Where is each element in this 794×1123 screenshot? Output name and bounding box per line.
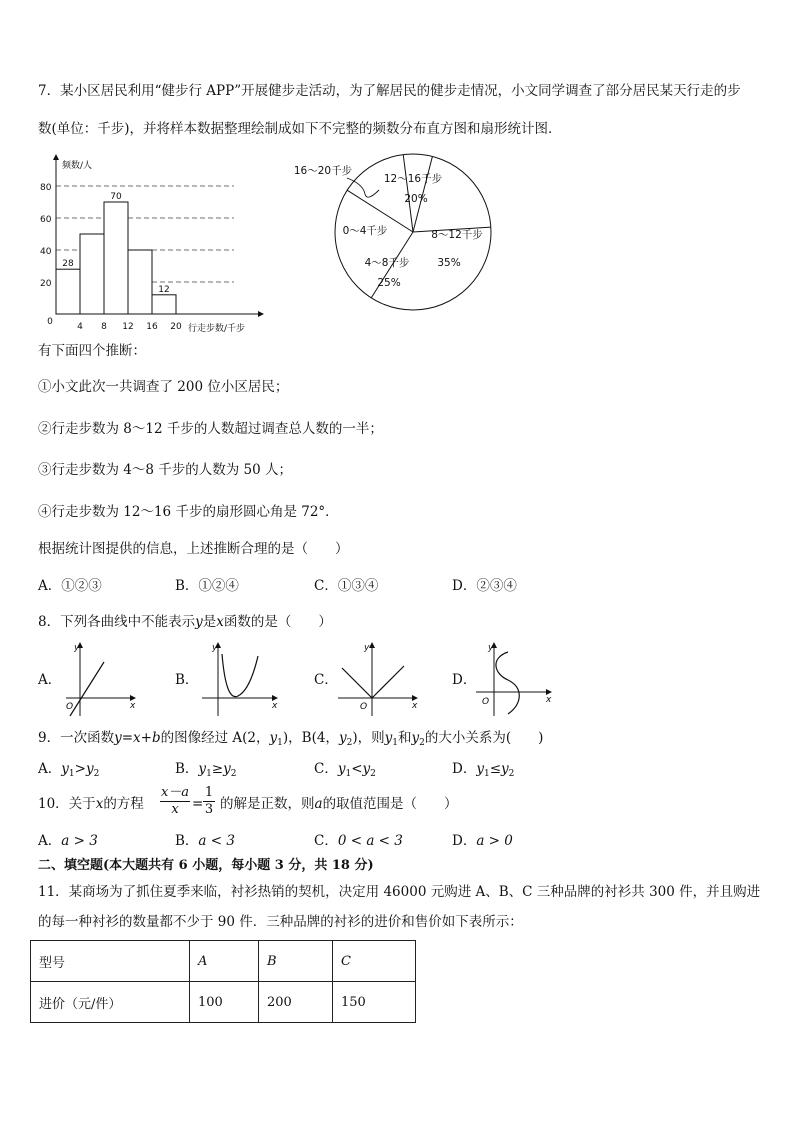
table-header-cell: B — [259, 941, 333, 982]
histogram-bar — [104, 202, 128, 314]
pie-slice-percent: 20% — [404, 193, 428, 205]
table-header-cell: C — [333, 941, 416, 982]
q7-claim-2: ②行走步数为 8～12 千步的人数超过调查总人数的一半； — [38, 421, 383, 437]
bar-data-label: 70 — [110, 192, 122, 202]
table-cell: 200 — [259, 982, 333, 1023]
q10-option-d[interactable]: D．a > 0 — [452, 833, 513, 849]
histogram-bar — [56, 269, 80, 314]
axis-y-label: y — [212, 643, 218, 653]
x-tick-label: 12 — [122, 322, 134, 332]
q10-option-c[interactable]: C．0 < a < 3 — [314, 833, 403, 849]
q7-option-c[interactable]: C．①③④ — [314, 578, 379, 594]
y-tick-label: 20 — [40, 279, 52, 289]
q10-lhs-denominator: x — [171, 802, 179, 817]
q9-option-d[interactable]: D．$y_1\le y_2$ — [452, 761, 515, 779]
bar-data-label: 12 — [158, 284, 170, 295]
histogram-chart — [30, 150, 280, 340]
q8-option-d[interactable]: D． — [452, 672, 477, 688]
axis-y-label: y — [364, 643, 370, 653]
price-table — [30, 940, 416, 1023]
q8-graph-d — [472, 640, 557, 720]
q10-lhs-numerator: x－a — [160, 785, 190, 800]
x-tick-label: 16 — [146, 322, 158, 332]
x-tick-label: 8 — [101, 322, 107, 332]
x-tick-label: 20 — [170, 322, 182, 332]
q10-stem-start: 10．关于x的方程 — [38, 796, 144, 812]
q7-stem-line2: 数(单位：千步)，并将样本数据整理绘制成如下不完整的频数分布直方图和扇形统计图． — [38, 121, 562, 137]
q9-option-c[interactable]: C．$y_1<y_2$ — [314, 761, 376, 779]
q7-claim-1: ①小文此次一共调查了 200 位小区居民； — [38, 379, 289, 395]
q11-stem-line1: 11．某商场为了抓住夏季来临，衬衫热销的契机，决定用 46000 元购进 A、B、C 三种品牌的衬衫共 300 件，并且购进 — [38, 884, 761, 900]
q10-lhs-fraction — [160, 785, 190, 818]
axis-x-label: x — [272, 701, 278, 711]
q11-stem-line2: 的每一种衬衫的数量都不少于 90 件．三种品牌的衬衫的进价和售价如下表所示： — [38, 914, 523, 930]
table-header-cell: A — [190, 941, 259, 982]
pie-slice-label: 16～20千步 — [293, 165, 353, 177]
histogram-bar — [80, 234, 104, 314]
table-row — [31, 941, 416, 982]
origin-label: O — [66, 702, 74, 712]
q7-option-b[interactable]: B．①②④ — [175, 578, 239, 594]
q8-option-a[interactable]: A． — [38, 672, 62, 688]
q9-stem: 9．一次函数y=x+b的图像经过 A(2，$y_1$)，B(4，$y_2$)，则$y_1$和$y_2$的大小关系为( ) — [38, 730, 544, 748]
q7-intro: 有下面四个推断： — [38, 343, 146, 359]
pie-slice-label: 0～4千步 — [342, 225, 388, 237]
y-tick-label: 80 — [40, 183, 52, 193]
q9-option-a[interactable]: A．$y_1>y_2$ — [38, 761, 100, 779]
table-header-cell: 型号 — [31, 941, 190, 982]
pie-slice-percent: 35% — [437, 257, 461, 269]
axis-y-label: y — [488, 643, 494, 653]
q7-claim-3: ③行走步数为 4～8 千步的人数为 50 人； — [38, 462, 293, 478]
y-tick-label: 60 — [40, 215, 52, 225]
x-tick-label: 0 — [47, 317, 53, 327]
q8-option-b[interactable]: B． — [175, 672, 199, 688]
y-tick-label: 40 — [40, 247, 52, 257]
q10-rhs-denominator: 3 — [204, 802, 214, 817]
axis-x-label: x — [130, 701, 136, 711]
q7-question: 根据统计图提供的信息，上述推断合理的是（ ） — [38, 541, 349, 557]
q10-option-a[interactable]: A．a > 3 — [38, 833, 98, 849]
pie-slice-label: 12～16千步 — [383, 173, 443, 185]
histogram-bar — [152, 295, 176, 314]
y-axis-title: 频数/人 — [62, 161, 93, 171]
axis-x-label: x — [412, 701, 418, 711]
q8-graph-a — [58, 640, 138, 720]
x-tick-label: 4 — [77, 322, 83, 332]
origin-label: O — [360, 702, 368, 712]
pie-chart — [285, 150, 515, 330]
axis-x-label: x — [546, 695, 552, 705]
origin-label: O — [482, 697, 490, 707]
histogram-bar — [128, 250, 152, 314]
x-axis-title: 行走步数/千步 — [188, 324, 246, 334]
x-axis-arrow — [258, 311, 264, 317]
q9-option-b[interactable]: B．$y_1\ge y_2$ — [175, 761, 237, 779]
bar-data-label: 28 — [62, 259, 74, 270]
axis-y-label: y — [74, 643, 80, 653]
pie-slice-label: 8～12千步 — [431, 229, 483, 241]
q10-rhs-numerator: 1 — [204, 785, 214, 800]
q7-claim-4: ④行走步数为 12～16 千步的扇形圆心角是 72°． — [38, 504, 339, 520]
y-axis-arrow — [53, 154, 59, 160]
table-cell: 150 — [333, 982, 416, 1023]
q10-equals: = — [192, 796, 204, 812]
q8-stem: 8．下列各曲线中不能表示y是x函数的是（ ） — [38, 614, 332, 630]
q8-graph-c — [334, 640, 424, 720]
pie-slice-label: 4～8千步 — [364, 257, 410, 269]
table-cell: 100 — [190, 982, 259, 1023]
q8-graph-b — [198, 640, 283, 720]
q7-stem-line1: 7．某小区居民利用“健步行 APP”开展健步走活动，为了解居民的健步走情况，小文同学调查了部分居民某天行走的步 — [38, 83, 741, 99]
q10-option-b[interactable]: B．a < 3 — [175, 833, 235, 849]
section-heading: 二、填空题(本大题共有 6 小题，每小题 3 分，共 18 分) — [38, 858, 374, 873]
q8-option-c[interactable]: C． — [314, 672, 338, 688]
q7-option-d[interactable]: D．②③④ — [452, 578, 517, 594]
q10-rhs-fraction — [203, 785, 215, 818]
q7-option-a[interactable]: A．①②③ — [38, 578, 102, 594]
table-row-label: 进价（元/件） — [31, 982, 190, 1023]
table-row — [31, 982, 416, 1023]
pie-slice-percent: 25% — [377, 277, 401, 289]
q10-stem-end: 的解是正数，则a的取值范围是（ ） — [220, 796, 458, 812]
